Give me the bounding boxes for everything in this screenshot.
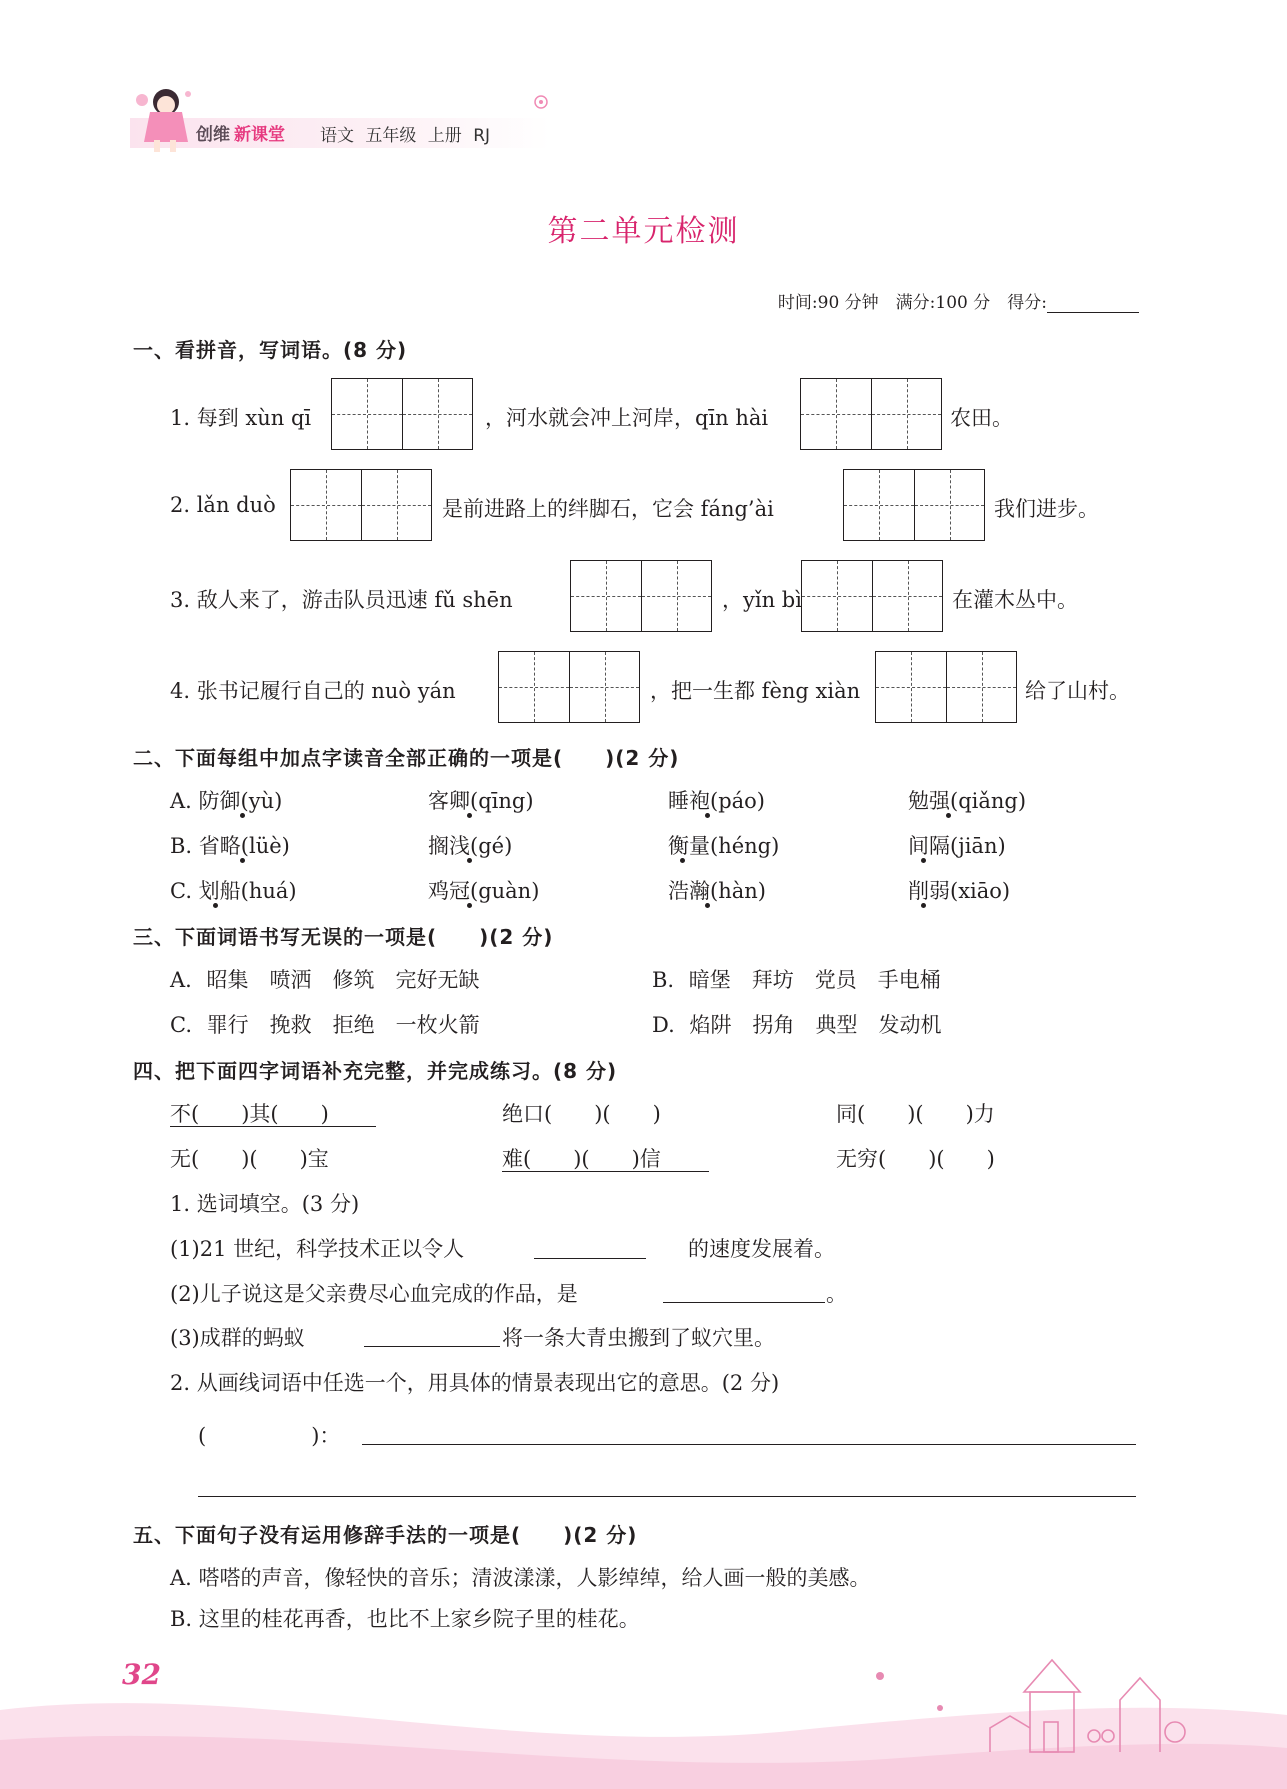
s1-q3-text-c: 在灌木丛中。 (952, 588, 1078, 612)
section3-title: 三、下面词语书写无误的一项是( )(2 分) (133, 925, 554, 949)
s4-sub2: 2. 从画线词语中任选一个，用具体的情景表现出它的意思。(2 分) (170, 1371, 780, 1395)
s4-fill2-a: (2)儿子说这是父亲费尽心血完成的作品，是 (170, 1282, 578, 1306)
exam-info-text: 时间:90 分钟 满分:100 分 得分: (777, 293, 1047, 313)
s1-q4-text-b: ，把一生都 fèng xiàn (650, 679, 861, 703)
s3-option-b: B. 暗堡 拜坊 党员 手电桶 (652, 968, 941, 992)
s3-option-d: D. 焰阱 拐角 典型 发动机 (652, 1013, 942, 1037)
s2-option-a-4: 勉强(qiǎng) (908, 789, 1027, 813)
s4-idiom-1: 不( )其( ) (170, 1102, 329, 1126)
s4-idiom-4: 无( )( )宝 (170, 1147, 329, 1171)
footer-wave-decoration (0, 1640, 1287, 1789)
s1-q2-grid-1 (290, 469, 432, 541)
s1-q3-text-b: ，yǐn bì (722, 588, 802, 612)
section1-title: 一、看拼音，写词语。(8 分) (133, 338, 408, 362)
s1-q4-grid-2 (875, 651, 1017, 723)
idiom-underline (170, 1126, 376, 1127)
emphasis-dot (213, 903, 218, 908)
s4-sub1: 1. 选词填空。(3 分) (170, 1192, 360, 1216)
s1-q4-text-a: 4. 张书记履行自己的 nuò yán (170, 679, 456, 703)
s2-option-c-2: 鸡冠(guàn) (428, 879, 540, 903)
s2-option-b-1: B. 省略(lüè) (170, 834, 290, 858)
emphasis-dot (946, 813, 951, 818)
answer-line-2[interactable] (198, 1496, 1136, 1497)
s2-option-a-1: A. 防御(yù) (170, 789, 283, 813)
s1-q1-grid-2 (800, 378, 942, 450)
header-girl-illustration-icon (126, 82, 198, 154)
s1-q3-grid-2 (801, 560, 943, 632)
fill-blank-2[interactable] (663, 1302, 825, 1303)
s4-idiom-5: 难( )( )信 (502, 1147, 661, 1171)
section4-title: 四、把下面四字词语补充完整，并完成练习。(8 分) (133, 1059, 618, 1083)
header-subject: 语文 五年级 上册 RJ (320, 126, 491, 146)
s2-option-c-3: 浩瀚(hàn) (668, 879, 766, 903)
s4-idiom-2: 绝口( )( ) (502, 1102, 661, 1126)
s4-answer-prefix: ( )： (198, 1424, 341, 1448)
s4-fill2-b: 。 (826, 1282, 847, 1306)
emphasis-dot (240, 858, 245, 863)
s1-q2-text-a: 2. lǎn duò (170, 493, 276, 517)
s1-q1-text-b: ，河水就会冲上河岸，qīn hài (485, 406, 769, 430)
s2-option-a-2: 客卿(qīng) (428, 789, 534, 813)
page-title: 第二单元检测 (547, 214, 740, 249)
s4-idiom-3: 同( )( )力 (836, 1102, 995, 1126)
emphasis-dot (921, 903, 926, 908)
emphasis-dot (705, 813, 710, 818)
score-blank (1047, 295, 1139, 313)
page-number: 32 (122, 1658, 161, 1691)
header-brand-part1: 创维 (196, 125, 230, 145)
emphasis-dot (240, 813, 245, 818)
s1-q1-text-c: 农田。 (950, 406, 1013, 430)
s1-q2-text-b: 是前进路上的绊脚石，它会 fáng’ài (442, 497, 774, 521)
s4-fill3-a: (3)成群的蚂蚁 (170, 1326, 305, 1350)
s2-option-b-4: 间隔(jiān) (908, 834, 1006, 858)
s2-option-c-1: C. 划船(huá) (170, 879, 297, 903)
s5-option-a: A. 嗒嗒的声音，像轻快的音乐；清波漾漾，人影绰绰，给人画一般的美感。 (170, 1566, 871, 1590)
section5-title: 五、下面句子没有运用修辞手法的一项是( )(2 分) (133, 1523, 638, 1547)
s4-fill1-a: (1)21 世纪，科学技术正以令人 (170, 1237, 465, 1261)
s1-q3-grid-1 (570, 560, 712, 632)
s1-q1-text-a: 1. 每到 xùn qī (170, 406, 312, 430)
s2-option-b-2: 搁浅(gé) (428, 834, 513, 858)
s4-idiom-6: 无穷( )( ) (836, 1147, 995, 1171)
section2-title: 二、下面每组中加点字读音全部正确的一项是( )(2 分) (133, 746, 680, 770)
s4-fill3-b: 将一条大青虫搬到了蚁穴里。 (502, 1326, 775, 1350)
emphasis-dot (467, 903, 472, 908)
emphasis-dot (680, 858, 685, 863)
exam-info (778, 288, 1139, 313)
answer-line-1[interactable] (362, 1444, 1136, 1445)
s3-option-a: A. 昭集 喷洒 修筑 完好无缺 (170, 968, 480, 992)
s1-q2-text-c: 我们进步。 (994, 497, 1099, 521)
s4-fill1-b: 的速度发展着。 (688, 1237, 835, 1261)
s3-option-c: C. 罪行 挽救 拒绝 一枚火箭 (170, 1013, 480, 1037)
fill-blank-3[interactable] (364, 1346, 500, 1347)
s1-q4-text-c: 给了山村。 (1025, 679, 1130, 703)
emphasis-dot (467, 813, 472, 818)
header-brand-part2: 新课堂 (234, 125, 285, 145)
header-flower-icon (530, 92, 552, 112)
s5-option-b: B. 这里的桂花再香，也比不上家乡院子里的桂花。 (170, 1607, 640, 1631)
emphasis-dot (705, 903, 710, 908)
fill-blank-1[interactable] (534, 1258, 646, 1259)
emphasis-dot (921, 858, 926, 863)
s2-option-a-3: 睡袍(páo) (668, 789, 765, 813)
s2-option-b-3: 衡量(héng) (668, 834, 780, 858)
s1-q4-grid-1 (498, 651, 640, 723)
s1-q3-text-a: 3. 敌人来了，游击队员迅速 fǔ shēn (170, 588, 513, 612)
s1-q2-grid-2 (843, 469, 985, 541)
s2-option-c-4: 削弱(xiāo) (908, 879, 1011, 903)
emphasis-dot (467, 858, 472, 863)
s1-q1-grid-1 (331, 378, 473, 450)
idiom-underline (502, 1171, 709, 1172)
